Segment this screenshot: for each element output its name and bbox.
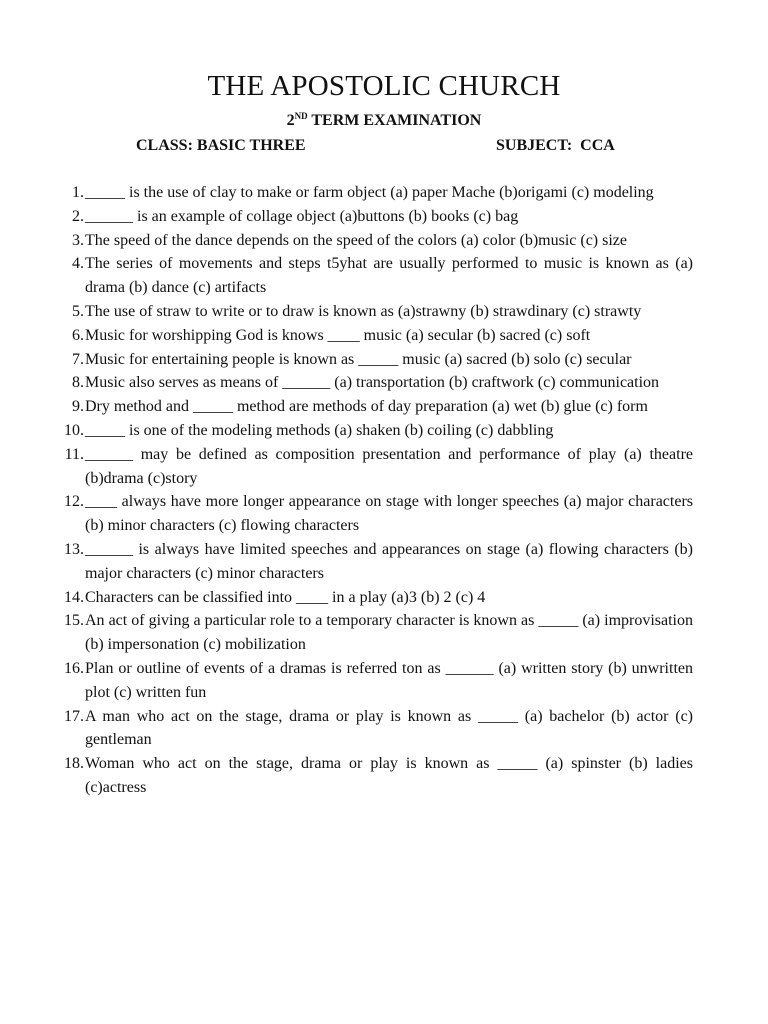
question-text: _____ is the use of clay to make or farm object (a) paper Mache (b)origami (c) modeling xyxy=(85,184,654,201)
question-text: Dry method and _____ method are methods of day preparation (a) wet (b) glue (c) form xyxy=(85,398,648,416)
question-text: Characters can be classified into ____ in a play (a)3 (b) 2 (c) 4 xyxy=(85,588,486,606)
question-item xyxy=(0,229,768,253)
question-item xyxy=(0,657,768,705)
question-text: ______ is an example of collage object (a)buttons (b) books (c) bag xyxy=(85,207,519,225)
question-text: Music for entertaining people is known as _____ music (a) sacred (b) solo (c) secular xyxy=(85,350,632,368)
question-item xyxy=(0,205,768,229)
question-item xyxy=(0,443,768,491)
question-number: 17. xyxy=(64,707,84,725)
question-number: 7. xyxy=(72,350,84,368)
question-text: ______ is always have limited speeches and appearances on stage (a) flowing characters (b) major characters (c) minor characters xyxy=(85,540,693,582)
question-text: The speed of the dance depends on the speed of the colors (a) color (b)music (c) size xyxy=(85,231,628,249)
question-item xyxy=(0,490,768,538)
subject-label: SUBJECT: CCA xyxy=(496,137,615,154)
question-item xyxy=(0,586,768,610)
question-number: 1. xyxy=(72,184,84,201)
question-item xyxy=(0,348,768,372)
term-heading xyxy=(0,112,768,130)
question-list xyxy=(0,181,768,800)
question-item xyxy=(0,324,768,348)
question-item xyxy=(0,252,768,300)
question-text: Plan or outline of events of a dramas is referred ton as ______ (a) written story (b) unwritten plot (c) written fun xyxy=(85,659,693,701)
question-number: 14. xyxy=(64,588,84,606)
question-text: ____ always have more longer appearance on stage with longer speeches (a) major characters (b) minor characters (c) flowing characters xyxy=(85,493,693,535)
page-title: THE APOSTOLIC CHURCH xyxy=(207,70,561,102)
question-number: 18. xyxy=(64,755,84,773)
question-item xyxy=(0,300,768,324)
question-text: _____ is one of the modeling methods (a) shaken (b) coiling (c) dabbling xyxy=(85,421,554,439)
question-item xyxy=(0,705,768,753)
question-number: 10. xyxy=(64,421,84,439)
question-number: 5. xyxy=(72,302,84,320)
question-item xyxy=(0,181,768,205)
question-item xyxy=(0,609,768,657)
question-number: 3. xyxy=(72,231,84,249)
question-item xyxy=(0,395,768,419)
question-item xyxy=(0,538,768,586)
term-label: TERM EXAMINATION xyxy=(307,112,482,129)
question-text: Music also serves as means of ______ (a) transportation (b) craftwork (c) communication xyxy=(85,374,660,392)
class-label: CLASS: BASIC THREE xyxy=(136,137,306,154)
question-text: An act of giving a particular role to a temporary character is known as _____ (a) improvisation (b) impersonation (c) mobilization xyxy=(85,612,693,654)
question-number: 12. xyxy=(64,493,84,511)
question-item xyxy=(0,752,768,800)
question-number: 2. xyxy=(72,207,84,225)
question-number: 4. xyxy=(72,255,84,273)
question-number: 8. xyxy=(72,374,84,392)
question-text: The use of straw to write or to draw is known as (a)strawny (b) strawdinary (c) strawty xyxy=(85,302,642,320)
question-text: Woman who act on the stage, drama or play is known as _____ (a) spinster (b) ladies (c)actress xyxy=(85,755,693,796)
question-text: The series of movements and steps t5yhat are usually performed to music is known as (a) drama (b) dance (c) artifacts xyxy=(85,255,693,297)
question-text: ______ may be defined as composition presentation and performance of play (a) theatre (b)drama (c)story xyxy=(85,445,693,487)
question-item xyxy=(0,371,768,395)
question-number: 13. xyxy=(64,540,84,558)
term-number: 2 xyxy=(286,112,295,129)
question-text: A man who act on the stage, drama or play is known as _____ (a) bachelor (b) actor (c) gentleman xyxy=(85,707,693,749)
question-number: 9. xyxy=(72,398,84,416)
question-number: 6. xyxy=(72,326,84,344)
question-number: 11. xyxy=(64,445,84,463)
question-text: Music for worshipping God is knows ____ music (a) secular (b) sacred (c) soft xyxy=(85,326,591,344)
question-item xyxy=(0,419,768,443)
question-number: 16. xyxy=(64,659,84,677)
question-number: 15. xyxy=(64,612,84,630)
term-ordinal-suffix: ND xyxy=(294,111,308,121)
